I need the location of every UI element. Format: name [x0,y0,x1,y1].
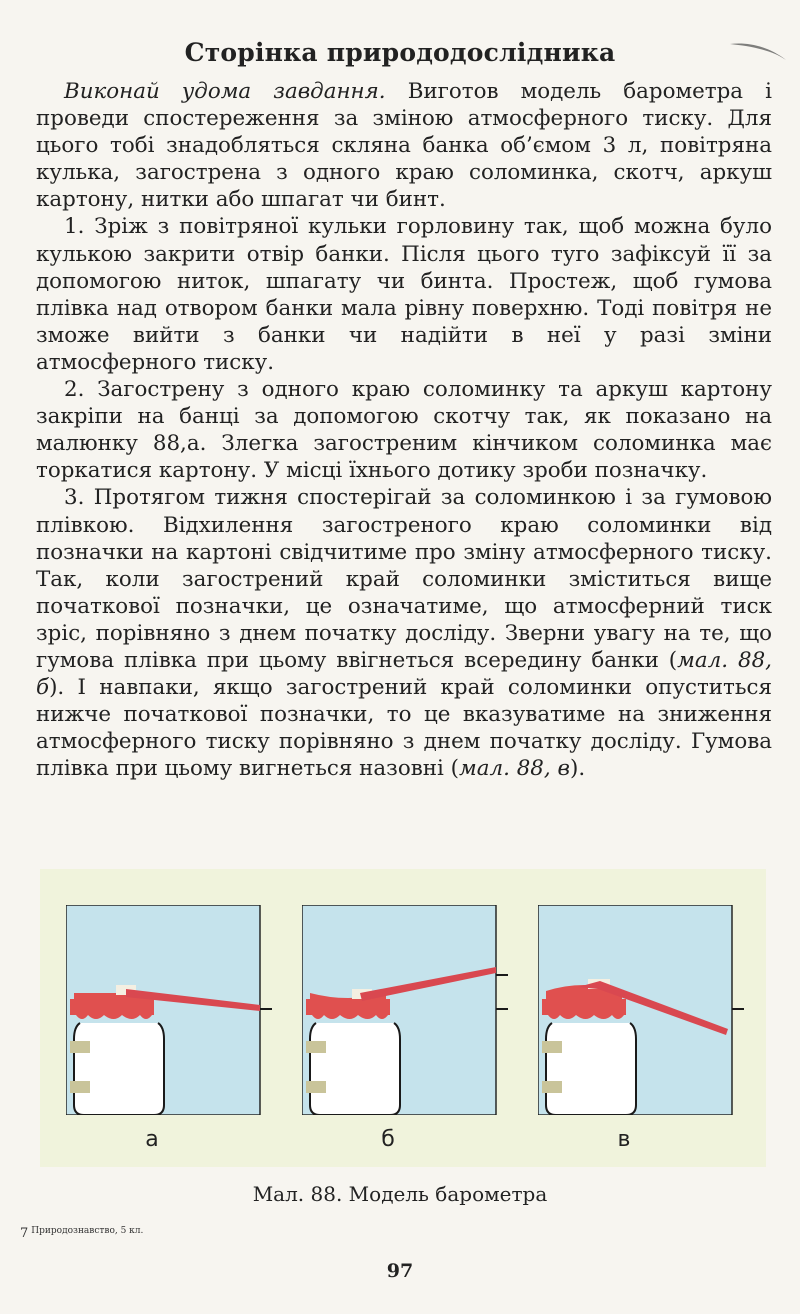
intro-italic: Виконай удома завдання. [64,79,386,104]
body-text [36,78,772,782]
step-3-text-c: ). [569,756,586,782]
step-1: 1. Зріж з повітряної кульки горловину так, щоб можна було кулькою закрити отвір банки. Після цього туго зафіксуй її за допомогою ниток, шпагату чи бинта. Простеж, щоб гумова плівка над отвором банки мала рівну поверхню. Тоді повітря не зможе вийти з банки чи надійти в неї у разі зміни атмосферного тиску. [36,214,772,375]
page-number: 97 [386,1260,414,1282]
panel-label-a: а [145,1127,159,1152]
intro-paragraph [36,78,772,213]
panel-c [538,905,744,1115]
panel-label-b: б [381,1127,395,1152]
figure-ref-c: мал. 88, в [458,756,570,782]
footnote [20,1226,143,1241]
barometer-b-illustration [302,905,508,1115]
step-3 [36,484,772,782]
panel-b [302,905,508,1115]
intro-text: Виготов модель барометра і проведи спостереження за зміною атмосферного тиску. Для цього тобі знадобляться скляна банка об’ємом 3 л, повітряна кулька, загострена з одного краю соломинка, скотч, аркуш картону, нитки або шпагат чи бинт. [36,79,772,213]
page-title: Сторінка природодослідника [184,38,616,67]
figure-ref-b: мал. 88, б [36,647,772,701]
step-3-text-b: ). І навпаки, якщо загострений край соломинки опуститься нижче початкової позначки, то це вказуватиме на зниження атмосферного тиску порівняно з днем початку досліду. Гумова плівка при цьому вигнеться назовні ( [36,675,772,782]
figure-88 [40,869,766,1167]
barometer-c-illustration [538,905,744,1115]
figure-caption: Мал. 88. Модель барометра [252,1182,548,1206]
footnote-number: 7 [20,1226,29,1241]
step-3-text-a: 3. Протягом тижня спостерігай за соломинкою і за гумовою плівкою. Відхилення загостреного краю соломинки від позначки на картоні свідчитиме про зміну атмосферного тиску. Так, коли загострений край соломинки зміститься вище початкової позначки, це означатиме, що атмосферний тиск зріс, порівняно з днем початку досліду. Зверни увагу на те, що гумова плівка при цьому ввігнеться всередину банки ( [36,485,772,673]
panel-a [66,905,272,1115]
step-2: 2. Загострену з одного краю соломинку та аркуш картону закріпи на банці за допомогою скотчу так, як показано на малюнку 88,а. Злегка загостреним кінчиком соломинка має торкатися картону. У місці їхнього дотику зроби позначку. [36,377,772,484]
panel-label-c: в [617,1127,631,1152]
footnote-text: Природознавство, 5 кл. [31,1226,144,1236]
barometer-a-illustration [66,905,272,1115]
decorative-swoosh-icon [728,38,788,66]
